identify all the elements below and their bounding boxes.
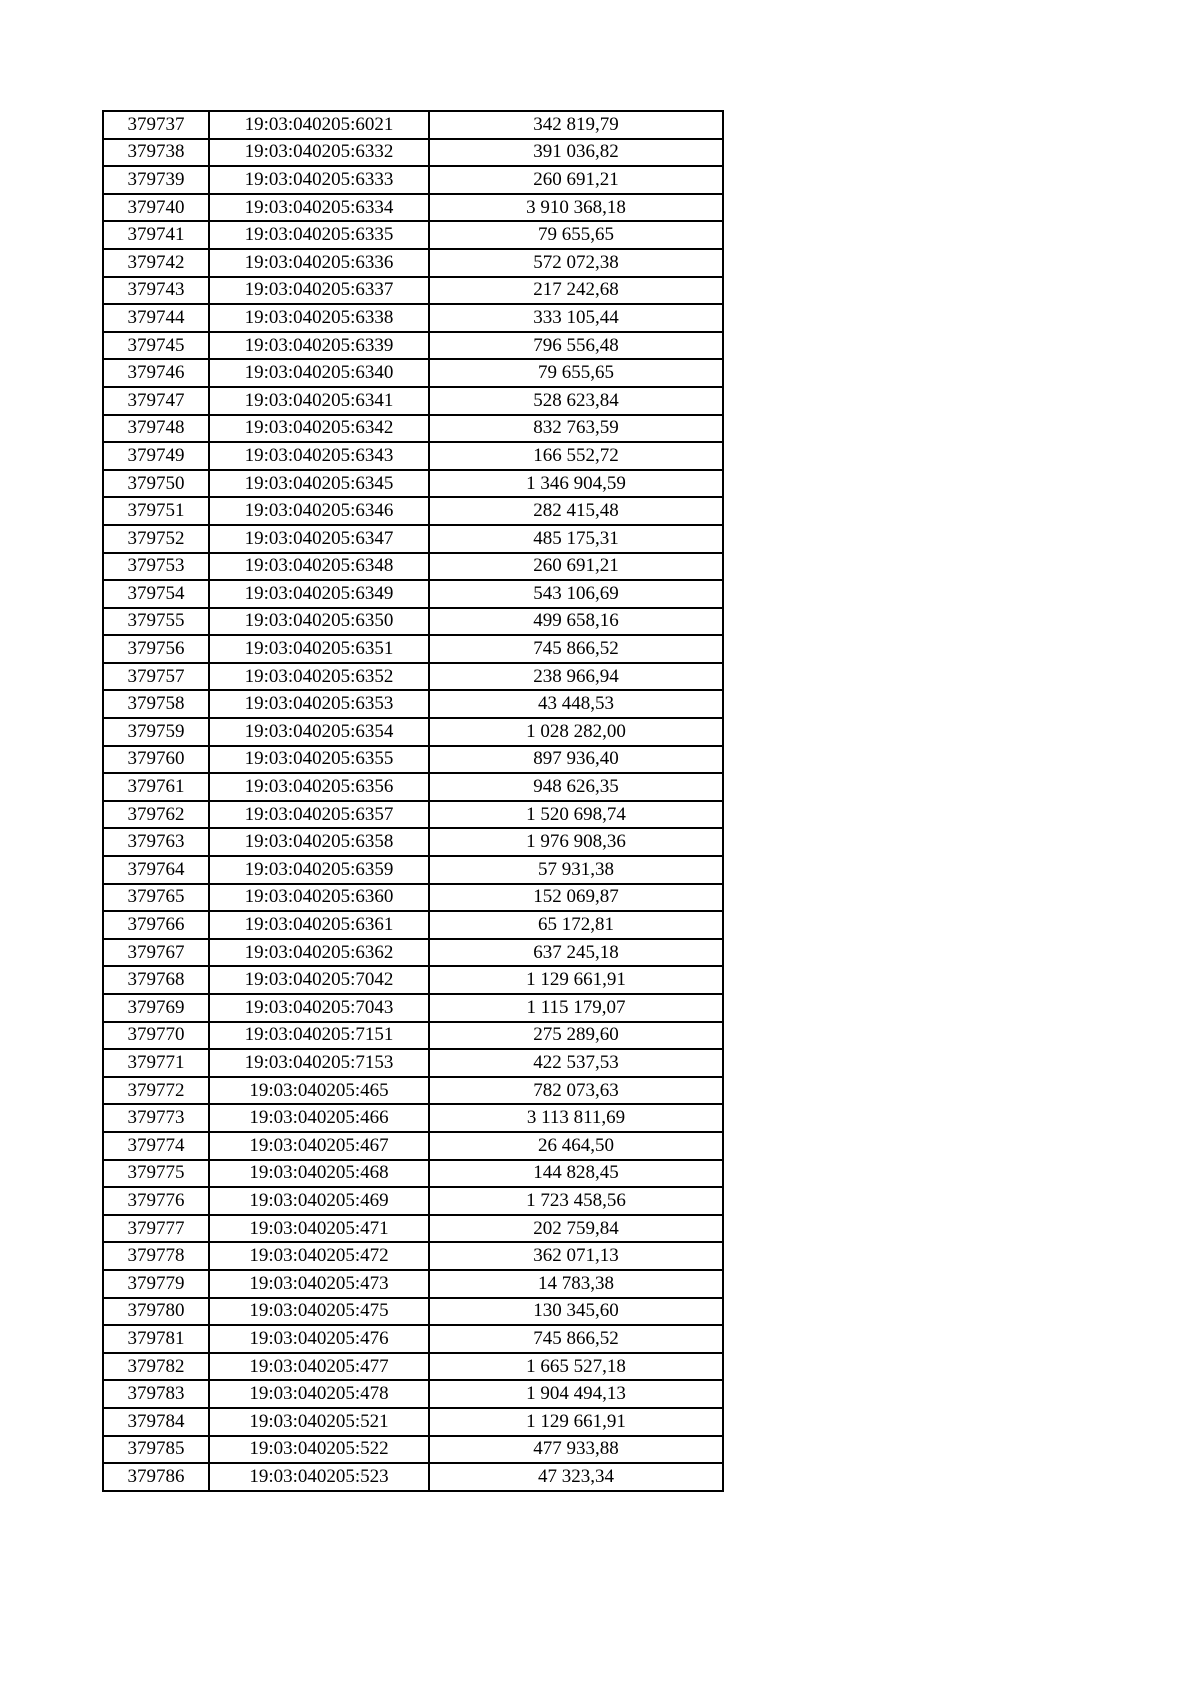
cadastral-number-cell: 19:03:040205:7151	[209, 1022, 429, 1050]
row-number-cell: 379776	[103, 1187, 209, 1215]
table-row	[103, 1077, 723, 1105]
row-number-cell: 379771	[103, 1049, 209, 1077]
table-row	[103, 442, 723, 470]
row-number-cell: 379753	[103, 553, 209, 581]
row-number-cell: 379741	[103, 221, 209, 249]
row-number-cell: 379782	[103, 1353, 209, 1381]
cadastral-number-cell: 19:03:040205:467	[209, 1132, 429, 1160]
cadastral-value-cell: 422 537,53	[429, 1049, 723, 1077]
table-row	[103, 1160, 723, 1188]
cadastral-value-cell: 260 691,21	[429, 553, 723, 581]
table-row	[103, 580, 723, 608]
table-row	[103, 939, 723, 967]
cadastral-value-cell: 217 242,68	[429, 277, 723, 305]
cadastral-number-cell: 19:03:040205:473	[209, 1270, 429, 1298]
cadastral-value-cell: 282 415,48	[429, 497, 723, 525]
row-number-cell: 379751	[103, 497, 209, 525]
row-number-cell: 379778	[103, 1242, 209, 1270]
cadastral-number-cell: 19:03:040205:6343	[209, 442, 429, 470]
table-row	[103, 911, 723, 939]
cadastral-value-cell: 1 976 908,36	[429, 828, 723, 856]
cadastral-value-cell: 391 036,82	[429, 139, 723, 167]
row-number-cell: 379739	[103, 166, 209, 194]
cadastral-value-cell: 543 106,69	[429, 580, 723, 608]
table-row	[103, 194, 723, 222]
cadastral-number-cell: 19:03:040205:475	[209, 1298, 429, 1326]
cadastral-value-cell: 1 028 282,00	[429, 718, 723, 746]
cadastral-number-cell: 19:03:040205:6332	[209, 139, 429, 167]
table-row	[103, 1242, 723, 1270]
table-row	[103, 166, 723, 194]
cadastral-number-cell: 19:03:040205:6360	[209, 884, 429, 912]
row-number-cell: 379755	[103, 608, 209, 636]
table-row	[103, 1298, 723, 1326]
cadastral-number-cell: 19:03:040205:477	[209, 1353, 429, 1381]
row-number-cell: 379786	[103, 1463, 209, 1491]
table-row	[103, 856, 723, 884]
row-number-cell: 379740	[103, 194, 209, 222]
table-row	[103, 1049, 723, 1077]
table-row	[103, 828, 723, 856]
cadastral-value-cell: 782 073,63	[429, 1077, 723, 1105]
cadastral-number-cell: 19:03:040205:523	[209, 1463, 429, 1491]
table-row	[103, 635, 723, 663]
cadastral-value-cell: 202 759,84	[429, 1215, 723, 1243]
cadastral-value-cell: 745 866,52	[429, 635, 723, 663]
row-number-cell: 379766	[103, 911, 209, 939]
cadastral-number-cell: 19:03:040205:471	[209, 1215, 429, 1243]
row-number-cell: 379765	[103, 884, 209, 912]
table-row	[103, 497, 723, 525]
table-row	[103, 415, 723, 443]
cadastral-value-cell: 1 129 661,91	[429, 966, 723, 994]
cadastral-value-cell: 275 289,60	[429, 1022, 723, 1050]
cadastral-value-cell: 1 346 904,59	[429, 470, 723, 498]
cadastral-number-cell: 19:03:040205:6338	[209, 304, 429, 332]
table-row	[103, 1353, 723, 1381]
cadastral-value-cell: 57 931,38	[429, 856, 723, 884]
table-row	[103, 359, 723, 387]
row-number-cell: 379779	[103, 1270, 209, 1298]
row-number-cell: 379777	[103, 1215, 209, 1243]
table-row	[103, 966, 723, 994]
cadastral-value-cell: 1 723 458,56	[429, 1187, 723, 1215]
cadastral-value-cell: 485 175,31	[429, 525, 723, 553]
cadastral-value-cell: 796 556,48	[429, 332, 723, 360]
cadastral-number-cell: 19:03:040205:6021	[209, 111, 429, 139]
table-row	[103, 387, 723, 415]
row-number-cell: 379761	[103, 773, 209, 801]
table-row	[103, 332, 723, 360]
cadastral-value-cell: 47 323,34	[429, 1463, 723, 1491]
cadastral-number-cell: 19:03:040205:522	[209, 1436, 429, 1464]
cadastral-number-cell: 19:03:040205:472	[209, 1242, 429, 1270]
table-row	[103, 525, 723, 553]
cadastral-number-cell: 19:03:040205:476	[209, 1325, 429, 1353]
cadastral-number-cell: 19:03:040205:6337	[209, 277, 429, 305]
row-number-cell: 379783	[103, 1380, 209, 1408]
cadastral-number-cell: 19:03:040205:6336	[209, 249, 429, 277]
cadastral-number-cell: 19:03:040205:6354	[209, 718, 429, 746]
cadastral-number-cell: 19:03:040205:469	[209, 1187, 429, 1215]
row-number-cell: 379737	[103, 111, 209, 139]
cadastral-number-cell: 19:03:040205:6350	[209, 608, 429, 636]
table-row	[103, 663, 723, 691]
cadastral-value-cell: 3 910 368,18	[429, 194, 723, 222]
row-number-cell: 379762	[103, 801, 209, 829]
cadastral-value-cell: 897 936,40	[429, 746, 723, 774]
table-row	[103, 553, 723, 581]
table-row	[103, 1187, 723, 1215]
table-row	[103, 1104, 723, 1132]
cadastral-value-cell: 1 904 494,13	[429, 1380, 723, 1408]
row-number-cell: 379764	[103, 856, 209, 884]
cadastral-number-cell: 19:03:040205:7153	[209, 1049, 429, 1077]
row-number-cell: 379772	[103, 1077, 209, 1105]
row-number-cell: 379760	[103, 746, 209, 774]
table-row	[103, 884, 723, 912]
row-number-cell: 379756	[103, 635, 209, 663]
cadastral-number-cell: 19:03:040205:466	[209, 1104, 429, 1132]
row-number-cell: 379758	[103, 690, 209, 718]
row-number-cell: 379748	[103, 415, 209, 443]
row-number-cell: 379767	[103, 939, 209, 967]
table-row	[103, 746, 723, 774]
cadastral-value-cell: 637 245,18	[429, 939, 723, 967]
cadastral-value-cell: 342 819,79	[429, 111, 723, 139]
table-row	[103, 608, 723, 636]
table-row	[103, 1215, 723, 1243]
cadastral-value-cell: 499 658,16	[429, 608, 723, 636]
cadastral-number-cell: 19:03:040205:6333	[209, 166, 429, 194]
cadastral-number-cell: 19:03:040205:6347	[209, 525, 429, 553]
cadastral-number-cell: 19:03:040205:6362	[209, 939, 429, 967]
cadastral-number-cell: 19:03:040205:6339	[209, 332, 429, 360]
row-number-cell: 379738	[103, 139, 209, 167]
row-number-cell: 379768	[103, 966, 209, 994]
cadastral-number-cell: 19:03:040205:521	[209, 1408, 429, 1436]
cadastral-number-cell: 19:03:040205:6358	[209, 828, 429, 856]
cadastral-value-cell: 79 655,65	[429, 359, 723, 387]
table-row	[103, 1436, 723, 1464]
cadastral-value-cell: 832 763,59	[429, 415, 723, 443]
cadastral-value-cell: 1 115 179,07	[429, 994, 723, 1022]
table-row	[103, 1022, 723, 1050]
table-row	[103, 277, 723, 305]
cadastral-number-cell: 19:03:040205:468	[209, 1160, 429, 1188]
cadastral-value-cell: 1 129 661,91	[429, 1408, 723, 1436]
table-body	[103, 111, 723, 1491]
cadastral-value-cell: 528 623,84	[429, 387, 723, 415]
cadastral-number-cell: 19:03:040205:6359	[209, 856, 429, 884]
cadastral-value-cell: 144 828,45	[429, 1160, 723, 1188]
cadastral-number-cell: 19:03:040205:6335	[209, 221, 429, 249]
row-number-cell: 379780	[103, 1298, 209, 1326]
row-number-cell: 379754	[103, 580, 209, 608]
cadastral-number-cell: 19:03:040205:7042	[209, 966, 429, 994]
row-number-cell: 379757	[103, 663, 209, 691]
table-row	[103, 994, 723, 1022]
cadastral-value-table	[102, 110, 724, 1492]
cadastral-value-cell: 238 966,94	[429, 663, 723, 691]
table-row	[103, 470, 723, 498]
cadastral-number-cell: 19:03:040205:6349	[209, 580, 429, 608]
row-number-cell: 379785	[103, 1436, 209, 1464]
row-number-cell: 379759	[103, 718, 209, 746]
row-number-cell: 379749	[103, 442, 209, 470]
row-number-cell: 379750	[103, 470, 209, 498]
table-row	[103, 1270, 723, 1298]
cadastral-number-cell: 19:03:040205:6355	[209, 746, 429, 774]
cadastral-number-cell: 19:03:040205:6340	[209, 359, 429, 387]
cadastral-number-cell: 19:03:040205:6346	[209, 497, 429, 525]
table-row	[103, 718, 723, 746]
cadastral-value-cell: 26 464,50	[429, 1132, 723, 1160]
cadastral-number-cell: 19:03:040205:6361	[209, 911, 429, 939]
table-row	[103, 1132, 723, 1160]
table-row	[103, 111, 723, 139]
table-row	[103, 801, 723, 829]
cadastral-value-cell: 130 345,60	[429, 1298, 723, 1326]
cadastral-value-cell: 948 626,35	[429, 773, 723, 801]
row-number-cell: 379784	[103, 1408, 209, 1436]
row-number-cell: 379747	[103, 387, 209, 415]
cadastral-number-cell: 19:03:040205:7043	[209, 994, 429, 1022]
table-row	[103, 304, 723, 332]
cadastral-value-cell: 166 552,72	[429, 442, 723, 470]
cadastral-value-cell: 477 933,88	[429, 1436, 723, 1464]
row-number-cell: 379745	[103, 332, 209, 360]
row-number-cell: 379744	[103, 304, 209, 332]
cadastral-number-cell: 19:03:040205:6345	[209, 470, 429, 498]
table-row	[103, 221, 723, 249]
cadastral-value-cell: 572 072,38	[429, 249, 723, 277]
row-number-cell: 379746	[103, 359, 209, 387]
cadastral-number-cell: 19:03:040205:6357	[209, 801, 429, 829]
table-row	[103, 249, 723, 277]
table-row	[103, 690, 723, 718]
cadastral-number-cell: 19:03:040205:6334	[209, 194, 429, 222]
row-number-cell: 379781	[103, 1325, 209, 1353]
cadastral-value-cell: 1 665 527,18	[429, 1353, 723, 1381]
cadastral-value-cell: 333 105,44	[429, 304, 723, 332]
cadastral-value-cell: 3 113 811,69	[429, 1104, 723, 1132]
row-number-cell: 379770	[103, 1022, 209, 1050]
table-row	[103, 1463, 723, 1491]
cadastral-number-cell: 19:03:040205:6353	[209, 690, 429, 718]
cadastral-number-cell: 19:03:040205:6351	[209, 635, 429, 663]
row-number-cell: 379774	[103, 1132, 209, 1160]
row-number-cell: 379763	[103, 828, 209, 856]
row-number-cell: 379743	[103, 277, 209, 305]
table-row	[103, 1325, 723, 1353]
cadastral-value-cell: 1 520 698,74	[429, 801, 723, 829]
cadastral-value-cell: 43 448,53	[429, 690, 723, 718]
cadastral-number-cell: 19:03:040205:6348	[209, 553, 429, 581]
row-number-cell: 379773	[103, 1104, 209, 1132]
cadastral-value-cell: 152 069,87	[429, 884, 723, 912]
cadastral-number-cell: 19:03:040205:6352	[209, 663, 429, 691]
row-number-cell: 379742	[103, 249, 209, 277]
table-row	[103, 139, 723, 167]
cadastral-value-cell: 79 655,65	[429, 221, 723, 249]
cadastral-number-cell: 19:03:040205:465	[209, 1077, 429, 1105]
table-row	[103, 1408, 723, 1436]
cadastral-number-cell: 19:03:040205:6356	[209, 773, 429, 801]
cadastral-value-cell: 65 172,81	[429, 911, 723, 939]
cadastral-value-cell: 362 071,13	[429, 1242, 723, 1270]
row-number-cell: 379775	[103, 1160, 209, 1188]
table-row	[103, 773, 723, 801]
row-number-cell: 379752	[103, 525, 209, 553]
cadastral-number-cell: 19:03:040205:478	[209, 1380, 429, 1408]
cadastral-number-cell: 19:03:040205:6341	[209, 387, 429, 415]
row-number-cell: 379769	[103, 994, 209, 1022]
table-row	[103, 1380, 723, 1408]
cadastral-value-cell: 14 783,38	[429, 1270, 723, 1298]
cadastral-value-cell: 745 866,52	[429, 1325, 723, 1353]
cadastral-number-cell: 19:03:040205:6342	[209, 415, 429, 443]
cadastral-value-cell: 260 691,21	[429, 166, 723, 194]
